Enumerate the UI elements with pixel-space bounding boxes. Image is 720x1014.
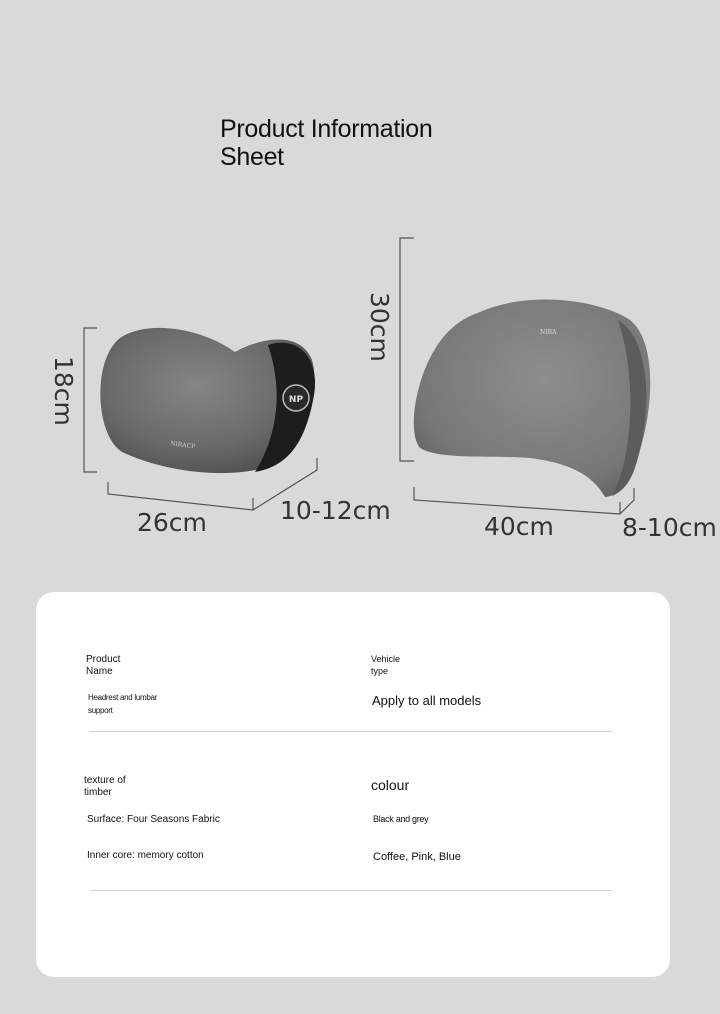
headrest-width-label: 26cm bbox=[137, 508, 207, 537]
title-line-2: Sheet bbox=[220, 143, 284, 171]
product-name-value: Headrest and lumbar support bbox=[88, 693, 158, 715]
colour-other: Coffee, Pink, Blue bbox=[373, 851, 461, 863]
divider bbox=[90, 731, 612, 732]
headrest-logo-text: NP bbox=[288, 395, 304, 405]
headrest-depth-label: 10-12cm bbox=[280, 496, 391, 525]
vehicle-type-label: Vehicle type bbox=[371, 654, 401, 676]
vehicle-type-value: Apply to all models bbox=[372, 693, 482, 708]
title-line-1: Product Information bbox=[220, 115, 433, 143]
product-name-label: Product Name bbox=[86, 654, 121, 677]
info-card bbox=[36, 592, 670, 977]
headrest-brand-text: NIRACP bbox=[169, 440, 196, 451]
lumbar-height-label: 30cm bbox=[365, 292, 394, 362]
lumbar-brand-text: NIRA bbox=[540, 329, 557, 336]
colour-primary: Black and grey bbox=[373, 814, 429, 824]
texture-surface: Surface: Four Seasons Fabric bbox=[87, 814, 220, 825]
lumbar-width-label: 40cm bbox=[484, 512, 554, 541]
divider bbox=[90, 890, 612, 891]
colour-label: colour bbox=[371, 777, 410, 793]
lumbar-depth-label: 8-10cm bbox=[622, 513, 717, 542]
headrest-pillow bbox=[100, 328, 315, 473]
texture-inner: Inner core: memory cotton bbox=[87, 850, 204, 861]
texture-label: texture of timber bbox=[84, 775, 126, 798]
headrest-height-label: 18cm bbox=[49, 356, 78, 426]
lumbar-pillow bbox=[414, 300, 650, 497]
